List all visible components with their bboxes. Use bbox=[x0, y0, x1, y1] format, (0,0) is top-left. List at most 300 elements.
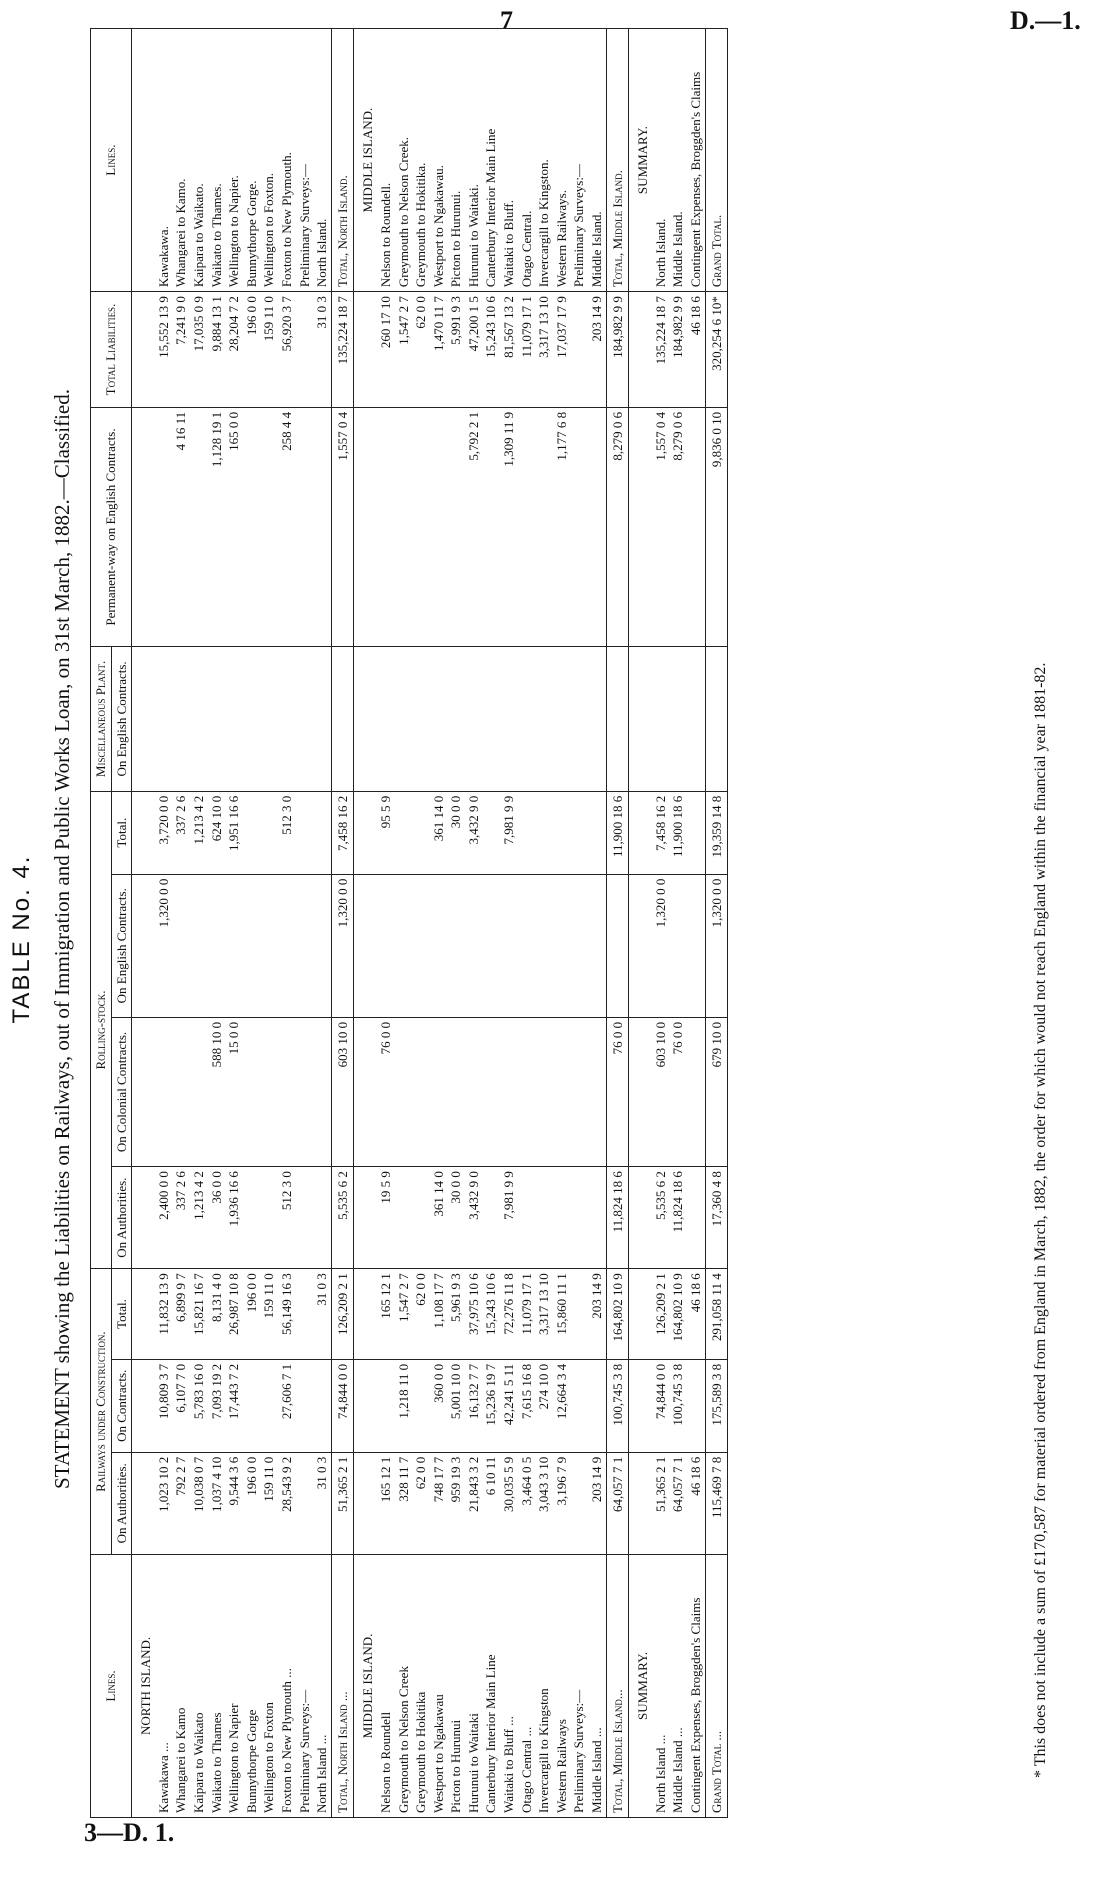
amount-cell: 3,043 3 10 bbox=[535, 1452, 553, 1554]
line-name: Picton to Hurunui bbox=[447, 1554, 465, 1817]
total-row bbox=[705, 29, 728, 1818]
amount-cell bbox=[243, 874, 261, 1017]
amount-cell: 28,204 7 2 bbox=[225, 292, 243, 408]
amount-cell bbox=[243, 791, 261, 874]
amount-cell: 30 0 0 bbox=[447, 791, 465, 874]
amount-cell: 1,320 0 0 bbox=[331, 874, 354, 1017]
amount-cell: 5,991 9 3 bbox=[447, 292, 465, 408]
amount-cell: 15,552 13 9 bbox=[155, 292, 173, 408]
amount-cell: 51,365 2 1 bbox=[652, 1452, 670, 1554]
amount-cell: 8,279 0 6 bbox=[669, 407, 687, 646]
amount-cell bbox=[296, 874, 314, 1017]
amount-cell: 31 0 3 bbox=[313, 292, 331, 408]
amount-cell: 81,567 13 2 bbox=[500, 292, 518, 408]
amount-cell: 76 0 0 bbox=[606, 1017, 629, 1166]
amount-cell: 9,836 0 10 bbox=[705, 407, 728, 646]
line-name-right: Wellington to Foxton. bbox=[260, 29, 278, 292]
line-name-right: Greymouth to Hokitika. bbox=[412, 29, 430, 292]
table-row bbox=[430, 29, 448, 1818]
section-row bbox=[132, 29, 155, 1818]
table-row bbox=[225, 29, 243, 1818]
section-row bbox=[629, 29, 652, 1818]
amount-cell: 74,844 0 0 bbox=[652, 1359, 670, 1452]
total-row bbox=[606, 29, 629, 1818]
amount-cell: 7,615 16 8 bbox=[518, 1359, 536, 1452]
amount-cell: 17,360 4 8 bbox=[705, 1167, 728, 1269]
col-permanent-way: Permanent-way on English Contracts. bbox=[91, 407, 132, 646]
amount-cell bbox=[482, 1017, 500, 1166]
liabilities-table bbox=[90, 28, 728, 1818]
amount-cell: 2,400 0 0 bbox=[155, 1167, 173, 1269]
amount-cell: 72,276 11 8 bbox=[500, 1269, 518, 1360]
amount-cell bbox=[629, 1167, 652, 1269]
amount-cell: 1,936 16 6 bbox=[225, 1167, 243, 1269]
amount-cell: 1,320 0 0 bbox=[652, 874, 670, 1017]
amount-cell: 3,317 13 10 bbox=[535, 1269, 553, 1360]
amount-cell: 1,213 4 2 bbox=[190, 791, 208, 874]
amount-cell bbox=[296, 1017, 314, 1166]
amount-cell: 3,720 0 0 bbox=[155, 791, 173, 874]
amount-cell: 959 19 3 bbox=[447, 1452, 465, 1554]
line-name: Invercargill to Kingston bbox=[535, 1554, 553, 1817]
amount-cell bbox=[208, 874, 226, 1017]
amount-cell bbox=[629, 1269, 652, 1360]
table-row bbox=[278, 29, 296, 1818]
amount-cell bbox=[243, 1359, 261, 1452]
amount-cell bbox=[570, 1017, 588, 1166]
amount-cell: 11,832 13 9 bbox=[155, 1269, 173, 1360]
amount-cell bbox=[553, 1167, 571, 1269]
amount-cell: 1,023 10 2 bbox=[155, 1452, 173, 1554]
amount-cell: 16,132 7 7 bbox=[465, 1359, 483, 1452]
line-name-right: Western Railways. bbox=[553, 29, 571, 292]
amount-cell bbox=[354, 791, 377, 874]
amount-cell bbox=[260, 1017, 278, 1166]
amount-cell bbox=[331, 647, 354, 792]
amount-cell bbox=[412, 874, 430, 1017]
amount-cell: 3,432 9 0 bbox=[465, 791, 483, 874]
amount-cell bbox=[570, 292, 588, 408]
amount-cell bbox=[172, 647, 190, 792]
line-name: Nelson to Roundell bbox=[377, 1554, 395, 1817]
line-name-right: Total, Middle Island. bbox=[606, 29, 629, 292]
line-name-right: Canterbury Interior Main Line bbox=[482, 29, 500, 292]
amount-cell bbox=[243, 1017, 261, 1166]
amount-cell bbox=[260, 874, 278, 1017]
amount-cell: 11,824 18 6 bbox=[606, 1167, 629, 1269]
table-row bbox=[208, 29, 226, 1818]
line-name: Canterbury Interior Main Line bbox=[482, 1554, 500, 1817]
col-rs-authorities: On Authorities. bbox=[111, 1167, 132, 1269]
amount-cell bbox=[629, 407, 652, 646]
amount-cell: 361 14 0 bbox=[430, 1167, 448, 1269]
amount-cell bbox=[447, 1017, 465, 1166]
amount-cell bbox=[313, 791, 331, 874]
col-lines-right: Lines. bbox=[91, 29, 132, 292]
line-name: Preliminary Surveys:— bbox=[570, 1554, 588, 1817]
amount-cell bbox=[243, 1167, 261, 1269]
amount-cell bbox=[570, 647, 588, 792]
table-row bbox=[313, 29, 331, 1818]
amount-cell: 17,035 0 9 bbox=[190, 292, 208, 408]
amount-cell bbox=[687, 874, 705, 1017]
amount-cell: 17,443 7 2 bbox=[225, 1359, 243, 1452]
amount-cell: 12,664 3 4 bbox=[553, 1359, 571, 1452]
amount-cell: 51,365 2 1 bbox=[331, 1452, 354, 1554]
amount-cell bbox=[278, 874, 296, 1017]
amount-cell bbox=[296, 407, 314, 646]
amount-cell: 196 0 0 bbox=[243, 292, 261, 408]
amount-cell bbox=[629, 647, 652, 792]
amount-cell bbox=[553, 647, 571, 792]
col-group-rolling-stock: Rolling-stock. bbox=[91, 791, 112, 1269]
amount-cell bbox=[190, 407, 208, 646]
amount-cell bbox=[354, 647, 377, 792]
amount-cell: 165 0 0 bbox=[225, 407, 243, 646]
amount-cell: 15,243 10 6 bbox=[482, 292, 500, 408]
amount-cell bbox=[465, 647, 483, 792]
amount-cell: 337 2 6 bbox=[172, 1167, 190, 1269]
amount-cell: 7,981 9 9 bbox=[500, 1167, 518, 1269]
table-row bbox=[570, 29, 588, 1818]
table-row bbox=[652, 29, 670, 1818]
col-rs-colonial: On Colonial Contracts. bbox=[111, 1017, 132, 1166]
amount-cell bbox=[482, 1167, 500, 1269]
amount-cell: 203 14 9 bbox=[588, 1452, 606, 1554]
amount-cell: 9,884 13 1 bbox=[208, 292, 226, 408]
amount-cell: 184,982 9 9 bbox=[606, 292, 629, 408]
amount-cell: 21,843 3 2 bbox=[465, 1452, 483, 1554]
amount-cell bbox=[412, 1359, 430, 1452]
amount-cell bbox=[412, 407, 430, 646]
amount-cell: 10,038 0 7 bbox=[190, 1452, 208, 1554]
amount-cell bbox=[377, 874, 395, 1017]
amount-cell bbox=[260, 1359, 278, 1452]
amount-cell bbox=[500, 874, 518, 1017]
amount-cell bbox=[132, 791, 155, 874]
amount-cell bbox=[395, 874, 413, 1017]
line-name: Greymouth to Hokitika bbox=[412, 1554, 430, 1817]
amount-cell: 7,981 9 9 bbox=[500, 791, 518, 874]
amount-cell bbox=[354, 292, 377, 408]
amount-cell bbox=[190, 874, 208, 1017]
line-name: Waitaki to Bluff ... bbox=[500, 1554, 518, 1817]
amount-cell: 1,547 2 7 bbox=[395, 292, 413, 408]
amount-cell: 792 2 7 bbox=[172, 1452, 190, 1554]
col-rs-english: On English Contracts. bbox=[111, 874, 132, 1017]
amount-cell bbox=[354, 407, 377, 646]
amount-cell bbox=[132, 1269, 155, 1360]
amount-cell bbox=[354, 1359, 377, 1452]
amount-cell bbox=[447, 647, 465, 792]
amount-cell: 74,844 0 0 bbox=[331, 1359, 354, 1452]
line-name: Contingent Expenses, Broggden's Claims bbox=[687, 1554, 705, 1817]
amount-cell: 15,236 19 7 bbox=[482, 1359, 500, 1452]
table-row bbox=[535, 29, 553, 1818]
line-name: Greymouth to Nelson Creek bbox=[395, 1554, 413, 1817]
amount-cell bbox=[535, 647, 553, 792]
line-name: Total, Middle Island... bbox=[606, 1554, 629, 1817]
line-name: Total, North Island ... bbox=[331, 1554, 354, 1817]
amount-cell bbox=[296, 791, 314, 874]
amount-cell: 64,057 7 1 bbox=[669, 1452, 687, 1554]
statement-heading: STATEMENT showing the Liabilities on Railways, out of Immigration and Public Works Loan, on 31st March, 1882.—Classified. bbox=[50, 389, 74, 1489]
amount-cell: 11,900 18 6 bbox=[669, 791, 687, 874]
amount-cell: 260 17 10 bbox=[377, 292, 395, 408]
amount-cell bbox=[535, 407, 553, 646]
amount-cell: 6,107 7 0 bbox=[172, 1359, 190, 1452]
amount-cell: 1,557 0 4 bbox=[331, 407, 354, 646]
table-row bbox=[190, 29, 208, 1818]
amount-cell: 1,320 0 0 bbox=[705, 874, 728, 1017]
table-row bbox=[155, 29, 173, 1818]
line-name-right: Greymouth to Nelson Creek. bbox=[395, 29, 413, 292]
amount-cell: 748 17 7 bbox=[430, 1452, 448, 1554]
amount-cell: 15,243 10 6 bbox=[482, 1269, 500, 1360]
line-name: Middle Island ... bbox=[669, 1554, 687, 1817]
amount-cell: 7,093 19 2 bbox=[208, 1359, 226, 1452]
amount-cell: 100,745 3 8 bbox=[606, 1359, 629, 1452]
amount-cell bbox=[652, 647, 670, 792]
amount-cell: 196 0 0 bbox=[243, 1269, 261, 1360]
line-name-right: Total, North Island. bbox=[331, 29, 354, 292]
amount-cell bbox=[313, 874, 331, 1017]
amount-cell bbox=[553, 874, 571, 1017]
section-row bbox=[354, 29, 377, 1818]
amount-cell: 10,809 3 7 bbox=[155, 1359, 173, 1452]
line-name-right: Nelson to Roundell. bbox=[377, 29, 395, 292]
amount-cell bbox=[570, 1359, 588, 1452]
amount-cell bbox=[465, 874, 483, 1017]
line-name: Middle Island ... bbox=[588, 1554, 606, 1817]
amount-cell: 159 11 0 bbox=[260, 292, 278, 408]
amount-cell bbox=[354, 1017, 377, 1166]
amount-cell: 1,547 2 7 bbox=[395, 1269, 413, 1360]
amount-cell: 1,951 16 6 bbox=[225, 791, 243, 874]
amount-cell: 11,079 17 1 bbox=[518, 292, 536, 408]
col-total-liabilities: Total Liabilities. bbox=[91, 292, 132, 408]
amount-cell: 5,001 10 0 bbox=[447, 1359, 465, 1452]
line-name-right: MIDDLE ISLAND. bbox=[354, 29, 377, 292]
amount-cell bbox=[395, 791, 413, 874]
amount-cell: 6,899 9 7 bbox=[172, 1269, 190, 1360]
amount-cell: 159 11 0 bbox=[260, 1452, 278, 1554]
amount-cell: 7,458 16 2 bbox=[331, 791, 354, 874]
amount-cell bbox=[482, 874, 500, 1017]
amount-cell bbox=[313, 1359, 331, 1452]
line-name: SUMMARY. bbox=[629, 1554, 652, 1817]
amount-cell bbox=[354, 874, 377, 1017]
col-rc-total: Total. bbox=[111, 1269, 132, 1360]
amount-cell: 203 14 9 bbox=[588, 1269, 606, 1360]
line-name: Otago Central ... bbox=[518, 1554, 536, 1817]
amount-cell bbox=[482, 791, 500, 874]
amount-cell: 512 3 0 bbox=[278, 1167, 296, 1269]
col-rc-contracts: On Contracts. bbox=[111, 1359, 132, 1452]
table-row bbox=[482, 29, 500, 1818]
line-name: Wellington to Napier bbox=[225, 1554, 243, 1817]
table-title: TABLE No. 4. bbox=[8, 854, 35, 1024]
line-name-right: Preliminary Surveys:— bbox=[570, 29, 588, 292]
amount-cell: 3,432 9 0 bbox=[465, 1167, 483, 1269]
amount-cell: 3,317 13 10 bbox=[535, 292, 553, 408]
amount-cell: 603 10 0 bbox=[331, 1017, 354, 1166]
amount-cell: 1,108 17 7 bbox=[430, 1269, 448, 1360]
amount-cell bbox=[705, 647, 728, 792]
line-name: Western Railways bbox=[553, 1554, 571, 1817]
line-name-right: Invercargill to Kingston. bbox=[535, 29, 553, 292]
amount-cell: 3,196 7 9 bbox=[553, 1452, 571, 1554]
amount-cell: 6 10 11 bbox=[482, 1452, 500, 1554]
line-name: Foxton to New Plymouth ... bbox=[278, 1554, 296, 1817]
page-number: 7 bbox=[500, 6, 513, 35]
total-row bbox=[331, 29, 354, 1818]
amount-cell bbox=[296, 1167, 314, 1269]
amount-cell: 27,606 7 1 bbox=[278, 1359, 296, 1452]
amount-cell bbox=[132, 1017, 155, 1166]
line-name: North Island ... bbox=[313, 1554, 331, 1817]
amount-cell bbox=[132, 1167, 155, 1269]
amount-cell bbox=[225, 874, 243, 1017]
amount-cell bbox=[535, 791, 553, 874]
line-name-right: Waikato to Thames. bbox=[208, 29, 226, 292]
amount-cell bbox=[687, 1359, 705, 1452]
amount-cell bbox=[155, 407, 173, 646]
amount-cell bbox=[296, 1269, 314, 1360]
amount-cell bbox=[687, 407, 705, 646]
amount-cell bbox=[313, 1167, 331, 1269]
amount-cell bbox=[535, 874, 553, 1017]
line-name-right: Preliminary Surveys:— bbox=[296, 29, 314, 292]
amount-cell bbox=[570, 1167, 588, 1269]
footnote: * This does not include a sum of £170,587 for material ordered from England in March, 1882, the order for which would not reach England within the financial year 1881-82. bbox=[1032, 662, 1049, 1778]
amount-cell: 159 11 0 bbox=[260, 1269, 278, 1360]
amount-cell: 360 0 0 bbox=[430, 1359, 448, 1452]
line-name: NORTH ISLAND. bbox=[132, 1554, 155, 1817]
amount-cell: 175,589 3 8 bbox=[705, 1359, 728, 1452]
amount-cell bbox=[208, 647, 226, 792]
col-lines: Lines. bbox=[91, 1554, 132, 1817]
amount-cell bbox=[629, 1359, 652, 1452]
amount-cell bbox=[518, 791, 536, 874]
table-row bbox=[395, 29, 413, 1818]
table-row bbox=[447, 29, 465, 1818]
amount-cell: 1,557 0 4 bbox=[652, 407, 670, 646]
amount-cell bbox=[354, 1167, 377, 1269]
amount-cell bbox=[260, 791, 278, 874]
line-name: Preliminary Surveys:— bbox=[296, 1554, 314, 1817]
line-name-right: Kaipara to Waikato. bbox=[190, 29, 208, 292]
amount-cell bbox=[606, 874, 629, 1017]
amount-cell: 5,535 6 2 bbox=[331, 1167, 354, 1269]
amount-cell bbox=[296, 292, 314, 408]
amount-cell: 5,792 2 1 bbox=[465, 407, 483, 646]
amount-cell: 337 2 6 bbox=[172, 791, 190, 874]
amount-cell: 19 5 9 bbox=[377, 1167, 395, 1269]
amount-cell: 8,279 0 6 bbox=[606, 407, 629, 646]
amount-cell bbox=[377, 407, 395, 646]
amount-cell: 679 10 0 bbox=[705, 1017, 728, 1166]
amount-cell bbox=[132, 1452, 155, 1554]
amount-cell bbox=[132, 292, 155, 408]
amount-cell: 588 10 0 bbox=[208, 1017, 226, 1166]
amount-cell bbox=[669, 874, 687, 1017]
amount-cell: 95 5 9 bbox=[377, 791, 395, 874]
amount-cell: 274 10 0 bbox=[535, 1359, 553, 1452]
footer-code: 3—D. 1. bbox=[84, 1818, 175, 1847]
amount-cell: 624 10 0 bbox=[208, 791, 226, 874]
amount-cell bbox=[172, 874, 190, 1017]
table-row bbox=[296, 29, 314, 1818]
amount-cell: 46 18 6 bbox=[687, 292, 705, 408]
col-rs-total: Total. bbox=[111, 791, 132, 874]
amount-cell: 37,975 10 6 bbox=[465, 1269, 483, 1360]
amount-cell bbox=[190, 647, 208, 792]
amount-cell: 76 0 0 bbox=[377, 1017, 395, 1166]
amount-cell bbox=[447, 407, 465, 646]
amount-cell bbox=[669, 647, 687, 792]
amount-cell: 184,982 9 9 bbox=[669, 292, 687, 408]
line-name-right: Picton to Hurunui. bbox=[447, 29, 465, 292]
amount-cell: 4 16 11 bbox=[172, 407, 190, 646]
amount-cell: 1,320 0 0 bbox=[155, 874, 173, 1017]
amount-cell: 28,543 9 2 bbox=[278, 1452, 296, 1554]
line-name: Kawakawa ... bbox=[155, 1554, 173, 1817]
amount-cell: 56,149 16 3 bbox=[278, 1269, 296, 1360]
amount-cell bbox=[377, 1359, 395, 1452]
amount-cell bbox=[629, 874, 652, 1017]
amount-cell: 5,783 16 0 bbox=[190, 1359, 208, 1452]
amount-cell bbox=[260, 1167, 278, 1269]
amount-cell: 46 18 6 bbox=[687, 1452, 705, 1554]
document-code: D.—1. bbox=[1010, 6, 1081, 35]
amount-cell bbox=[570, 791, 588, 874]
amount-cell bbox=[570, 407, 588, 646]
amount-cell bbox=[313, 407, 331, 646]
line-name-right: Bunnythorpe Gorge. bbox=[243, 29, 261, 292]
amount-cell: 328 11 7 bbox=[395, 1452, 413, 1554]
amount-cell: 62 0 0 bbox=[412, 292, 430, 408]
amount-cell: 11,824 18 6 bbox=[669, 1167, 687, 1269]
title-block bbox=[8, 0, 75, 1878]
amount-cell bbox=[395, 647, 413, 792]
amount-cell: 164,802 10 9 bbox=[669, 1269, 687, 1360]
amount-cell: 46 18 6 bbox=[687, 1269, 705, 1360]
amount-cell bbox=[354, 1452, 377, 1554]
amount-cell bbox=[588, 407, 606, 646]
amount-cell bbox=[687, 791, 705, 874]
amount-cell bbox=[132, 647, 155, 792]
amount-cell: 1,309 11 9 bbox=[500, 407, 518, 646]
amount-cell bbox=[313, 1017, 331, 1166]
amount-cell bbox=[518, 874, 536, 1017]
amount-cell bbox=[500, 1017, 518, 1166]
amount-cell: 8,131 4 0 bbox=[208, 1269, 226, 1360]
amount-cell bbox=[687, 1017, 705, 1166]
amount-cell bbox=[430, 1017, 448, 1166]
col-rc-authorities: On Authorities. bbox=[111, 1452, 132, 1554]
amount-cell: 7,241 9 0 bbox=[172, 292, 190, 408]
table-row bbox=[669, 29, 687, 1818]
amount-cell bbox=[687, 647, 705, 792]
amount-cell: 165 12 1 bbox=[377, 1269, 395, 1360]
line-name-right: Middle Island. bbox=[669, 29, 687, 292]
amount-cell bbox=[570, 1269, 588, 1360]
amount-cell bbox=[172, 1017, 190, 1166]
amount-cell bbox=[518, 647, 536, 792]
amount-cell: 56,920 3 7 bbox=[278, 292, 296, 408]
amount-cell bbox=[629, 1017, 652, 1166]
